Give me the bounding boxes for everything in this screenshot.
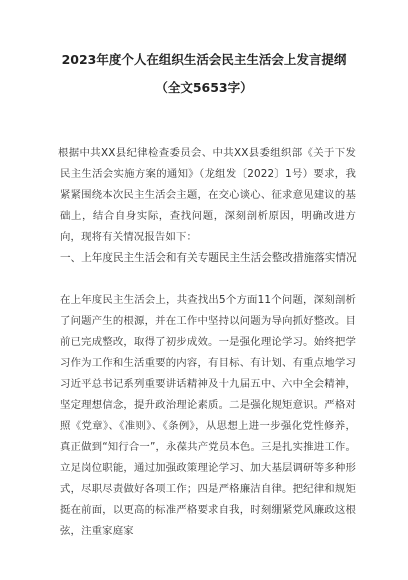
document-title: 2023年度个人在组织生活会民主生活会上发言提纲 <box>61 52 347 67</box>
section-heading: 一、上年度民主生活会和有关专题民主生活会整改措施落实情况 <box>60 252 357 264</box>
document-subtitle: （全文5653字） <box>155 80 253 95</box>
intro-paragraph: 根据中共XX县纪律检查委员会、中共XX县委组织部《关于下发民主生活会实施方案的通知》（龙组发〔2022〕1号）要求，我紧紧围绕本次民主生活会主题，在交心谈心、征求意见建议的基础上，结合自身实际，查找问题，深刻剖析原因，明确改进方向，现将有关情况报告如下： <box>58 147 356 243</box>
body-paragraph: 在上年度民主生活会上，共查找出5个方面11个问题，深刻剖析了问题产生的根源，并在工作中坚持以问题为导向抓好整改。目前已完成整改，取得了初步成效。一是强化理论学习。始终把学习作为工作和生活重要的内容，有目标、有计划、有重点地学习习近平总书记系列重要讲话精神及十九届五中、六中全会精神，坚定理想信念，提升政治理论素质。二是强化规矩意识。严格对照《党章》、《准则》、《条例》，从思想上进一步强化党性修养，真正做到“知行合一”，永葆共产党员本色。三是扎实推进工作。立足岗位职能，通过加强政策理论学习、加大基层调研等多种形式，尽职尽责做好各项工作；四是严格廉洁自律。把纪律和规矩挺在前面，以更高的标准严格要求自我，时刻绷紧党风廉政这根弦，注重家庭家 <box>60 294 356 537</box>
